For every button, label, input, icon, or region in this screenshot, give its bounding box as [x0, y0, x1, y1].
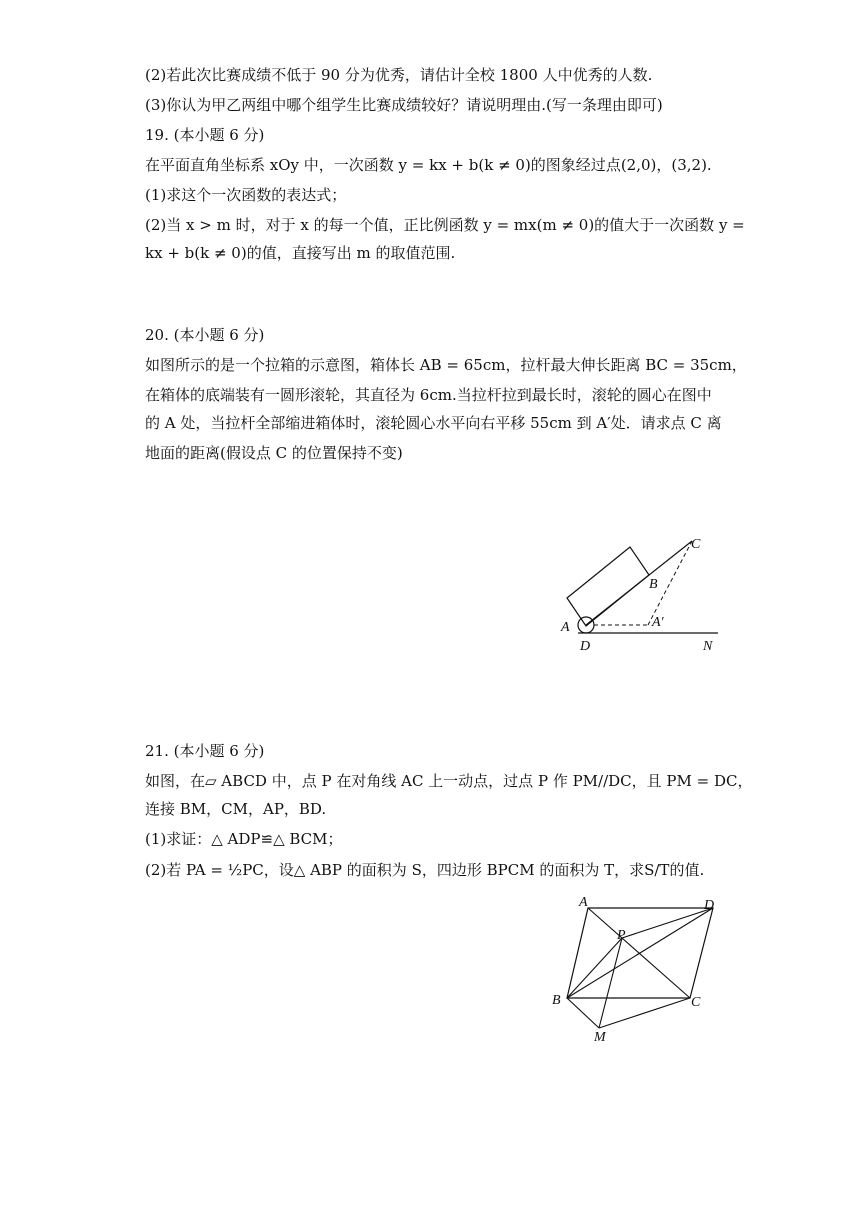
segment-cm — [599, 998, 690, 1028]
question-19-title: 19. (本小题 6 分) — [145, 126, 265, 144]
handle-line — [586, 541, 692, 625]
question-20-line-3: 的 A 处，当拉杆全部缩进箱体时，滚轮圆心水平向右平移 55cm 到 A′处．请求点 C 离 — [145, 414, 722, 432]
label-c: C — [691, 537, 701, 552]
question-21-part-2: (2)若 PA = ½PC，设△ ABP 的面积为 S，四边形 BPCM 的面积为 T，求S/T的值. — [145, 861, 705, 879]
label-a: A — [579, 895, 588, 910]
question-19-part-1: (1)求这个一次函数的表达式； — [145, 186, 347, 204]
question-20-line-1: 如图所示的是一个拉箱的示意图，箱体长 AB = 65cm，拉杆最大伸长距离 BC = 35cm， — [145, 356, 747, 374]
question-21-line-2: 连接 BM，CM，AP，BD. — [145, 800, 327, 818]
question-21-line-1: 如图，在▱ ABCD 中，点 P 在对角线 AC 上一动点，过点 P 作 PM//DC，且 PM = DC， — [145, 772, 753, 790]
question-18-part-2: (2)若此次比赛成绩不低于 90 分为优秀，请估计全校 1800 人中优秀的人数. — [145, 66, 653, 84]
segment-pd — [622, 908, 713, 938]
label-c: C — [691, 995, 701, 1010]
label-b: B — [649, 577, 658, 592]
suitcase-body — [567, 547, 649, 626]
label-b: B — [552, 993, 561, 1008]
label-p: P — [617, 928, 626, 943]
segment-pm — [599, 938, 622, 1028]
label-n: N — [703, 639, 713, 654]
label-d: D — [580, 639, 591, 654]
label-a: A — [561, 620, 570, 635]
diagonal-bd — [567, 908, 713, 998]
question-18-part-3: (3)你认为甲乙两组中哪个组学生比赛成绩较好？请说明理由.(写一条理由即可) — [145, 96, 663, 114]
segment-bm — [567, 998, 599, 1028]
question-21-title: 21. (本小题 6 分) — [145, 742, 265, 760]
label-d: D — [704, 898, 715, 913]
question-19-part-2: (2)当 x > m 时，对于 x 的每一个值，正比例函数 y = mx(m ≠ 0)的值大于一次函数 y = — [145, 216, 745, 234]
label-m: M — [594, 1030, 606, 1045]
question-20-title: 20. (本小题 6 分) — [145, 326, 265, 344]
suitcase-diagram — [555, 530, 730, 660]
segment-pb — [567, 938, 622, 998]
question-19-part-2-cont: kx + b(k ≠ 0)的值，直接写出 m 的取值范围. — [145, 244, 456, 262]
question-20-line-4: 地面的距离(假设点 C 的位置保持不变) — [145, 444, 403, 462]
parallelogram-diagram — [545, 893, 735, 1045]
question-20-line-2: 在箱体的底端装有一圆形滚轮，其直径为 6cm.当拉杆拉到最长时，滚轮的圆心在图中 — [145, 386, 712, 404]
question-19-stem: 在平面直角坐标系 xOy 中，一次函数 y = kx + b(k ≠ 0)的图象经过点(2,0)，(3,2). — [145, 156, 712, 174]
question-21-part-1: (1)求证：△ ADP≌△ BCM； — [145, 830, 343, 848]
label-a-prime: A′ — [652, 615, 664, 630]
